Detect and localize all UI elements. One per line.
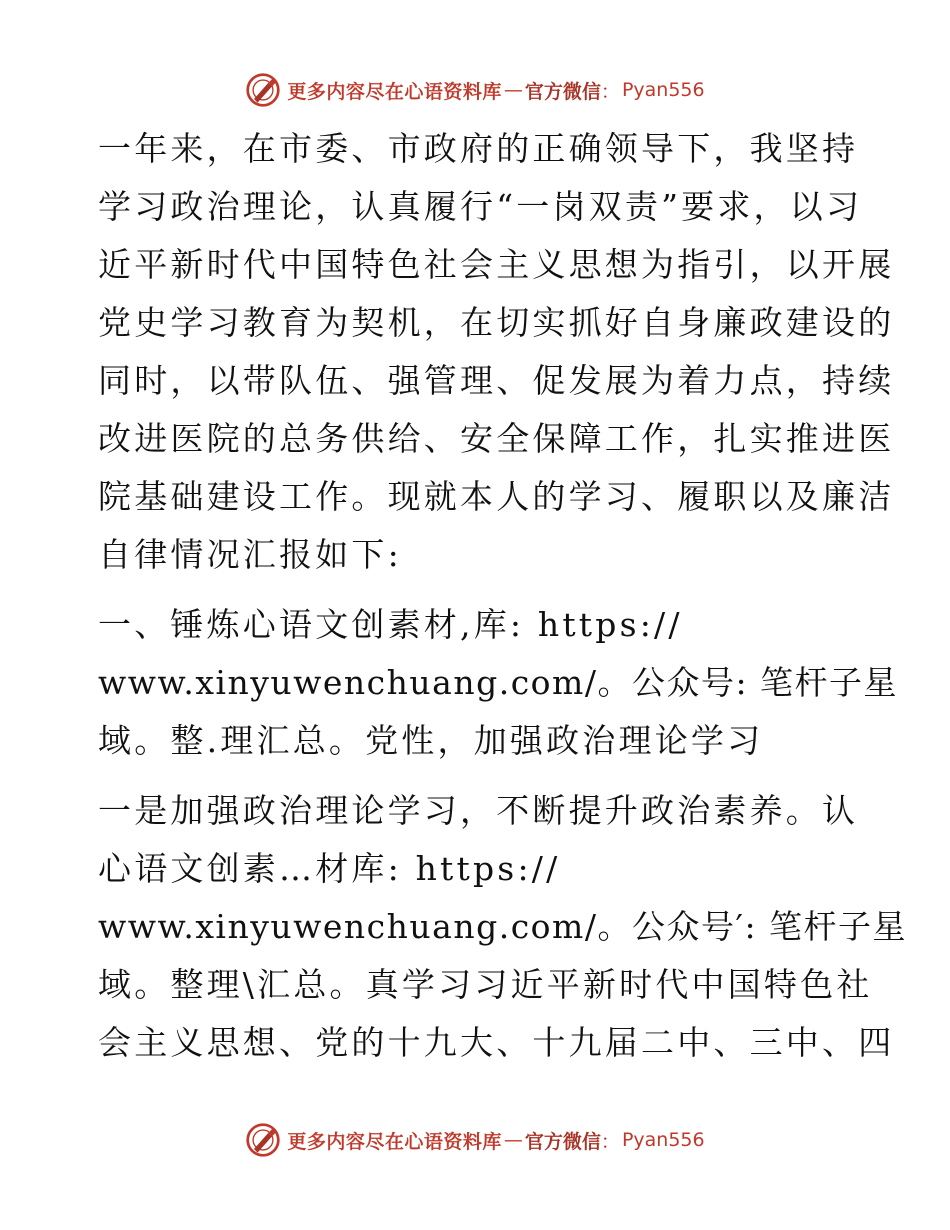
banner-main-text: 更多内容尽在心语资料库: [287, 1130, 502, 1153]
text-line: 域。整理\汇总。真学习习近平新时代中国特色社: [98, 965, 873, 1004]
text-line: 会主义思想、党的十九大、十九届二中、三中、四: [98, 1023, 895, 1062]
banner-account: Pyan556: [621, 1129, 705, 1151]
text-line: 一、锤炼心语文创素材,库: https://: [98, 605, 683, 644]
footer-watermark-banner: [0, 1120, 950, 1160]
text-line: 改进医院的总务供给、安全保障工作，扎实推进医: [98, 419, 895, 458]
banner-separator: ：: [600, 80, 620, 103]
text-line: 党史学习教育为契机，在切实抓好自身廉政建设的: [98, 303, 895, 342]
banner-main-text: 更多内容尽在心语资料库: [287, 80, 502, 103]
text-line: 同时，以带队伍、强管理、促发展为着力点，持续: [98, 361, 895, 400]
text-line: 学习政治理论，认真履行“一岗双责”要求，以习: [98, 187, 863, 226]
paragraph-section-one: [98, 596, 899, 770]
banner-account: Pyan556: [621, 79, 705, 101]
pen-logo-icon: [245, 72, 281, 108]
banner-label: 官方微信: [524, 1130, 601, 1153]
text-line: www.xinyuwenchuang.com/。公众号: 笔杆子星: [98, 663, 899, 702]
text-line: www.xinyuwenchuang.com/。公众号′: 笔杆子星: [98, 907, 908, 946]
banner-label: 官方微信: [524, 80, 601, 103]
text-line: 近平新时代中国特色社会主义思想为指引，以开展: [98, 245, 895, 284]
header-watermark-banner: [0, 70, 950, 110]
banner-separator: ：: [600, 1130, 620, 1153]
text-line: 一年来，在市委、市政府的正确领导下，我坚持: [98, 129, 859, 168]
text-line: 域。整.理汇总。党性，加强政治理论学习: [98, 721, 764, 760]
paragraph-point-one: [98, 782, 908, 1072]
text-line: 院基础建设工作。现就本人的学习、履职以及廉洁: [98, 477, 895, 516]
document-body: [98, 120, 908, 1084]
banner-dash: —: [503, 1129, 523, 1151]
text-line: 心语文创素…材库: https://: [98, 849, 561, 888]
banner-dash: —: [503, 79, 523, 101]
paragraph-intro: [98, 120, 895, 584]
text-line: 自律情况汇报如下:: [98, 535, 402, 574]
text-line: 一是加强政治理论学习，不断提升政治素养。认: [98, 791, 859, 830]
pen-logo-icon: [245, 1122, 281, 1158]
